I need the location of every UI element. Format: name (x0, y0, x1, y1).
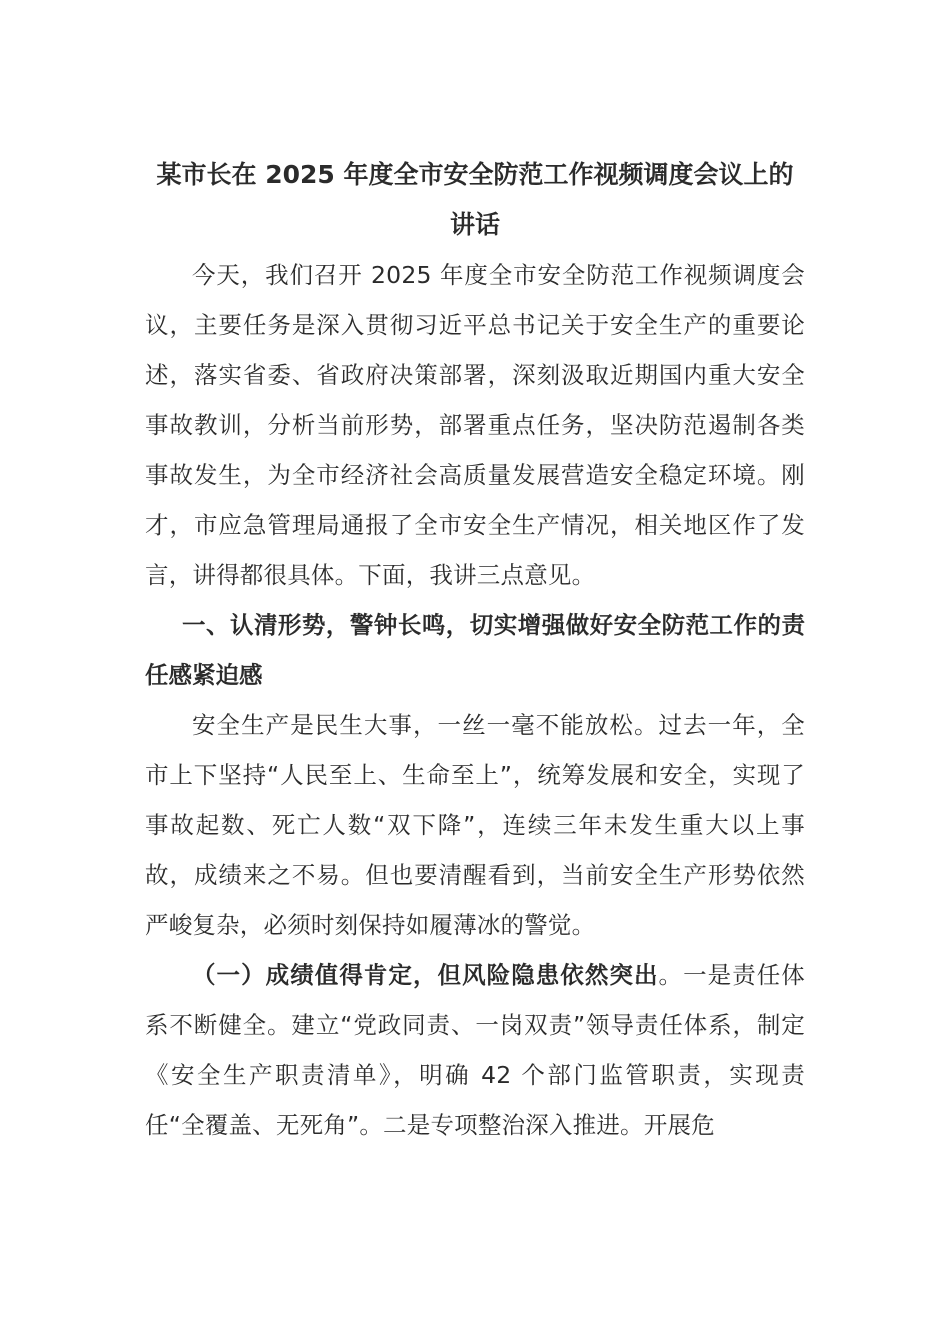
document-body (145, 150, 805, 1150)
section-heading-1: 一、认清形势，警钟长鸣，切实增强做好安全防范工作的责任感紧迫感 (145, 611, 805, 689)
subsection-1-heading: （一）成绩值得肯定，但风险隐患依然突出 (192, 961, 659, 989)
document-title (145, 150, 805, 250)
title-line-2: 讲话 (449, 210, 500, 239)
section-1-paragraph: 安全生产是民生大事，一丝一毫不能放松。过去一年，全市上下坚持“人民至上、生命至上”，统筹发展和安全，实现了事故起数、死亡人数“双下降”，连续三年未发生重大以上事故，成绩来之不易。但也要清醒看到，当前安全生产形势依然严峻复杂，必须时刻保持如履薄冰的警觉。 (145, 711, 805, 939)
intro-paragraph: 今天，我们召开 2025 年度全市安全防范工作视频调度会议，主要任务是深入贯彻习近平总书记关于安全生产的重要论述，落实省委、省政府决策部署，深刻汲取近期国内重大安全事故教训，分析当前形势，部署重点任务，坚决防范遏制各类事故发生，为全市经济社会高质量发展营造安全稳定环境。刚才，市应急管理局通报了全市安全生产情况，相关地区作了发言，讲得都很具体。下面，我讲三点意见。 (145, 261, 805, 589)
subsection-1-text: 。一是责任体系不断健全。建立“党政同责、一岗双责”领导责任体系，制定《安全生产职责清单》，明确 42 个部门监管职责，实现责任“全覆盖、无死角”。二是专项整治深入推进。开展危 (145, 961, 805, 1139)
title-line-1: 某市长在 2025 年度全市安全防范工作视频调度会议上的 (156, 160, 794, 189)
subsection-1-paragraph (145, 950, 805, 1150)
